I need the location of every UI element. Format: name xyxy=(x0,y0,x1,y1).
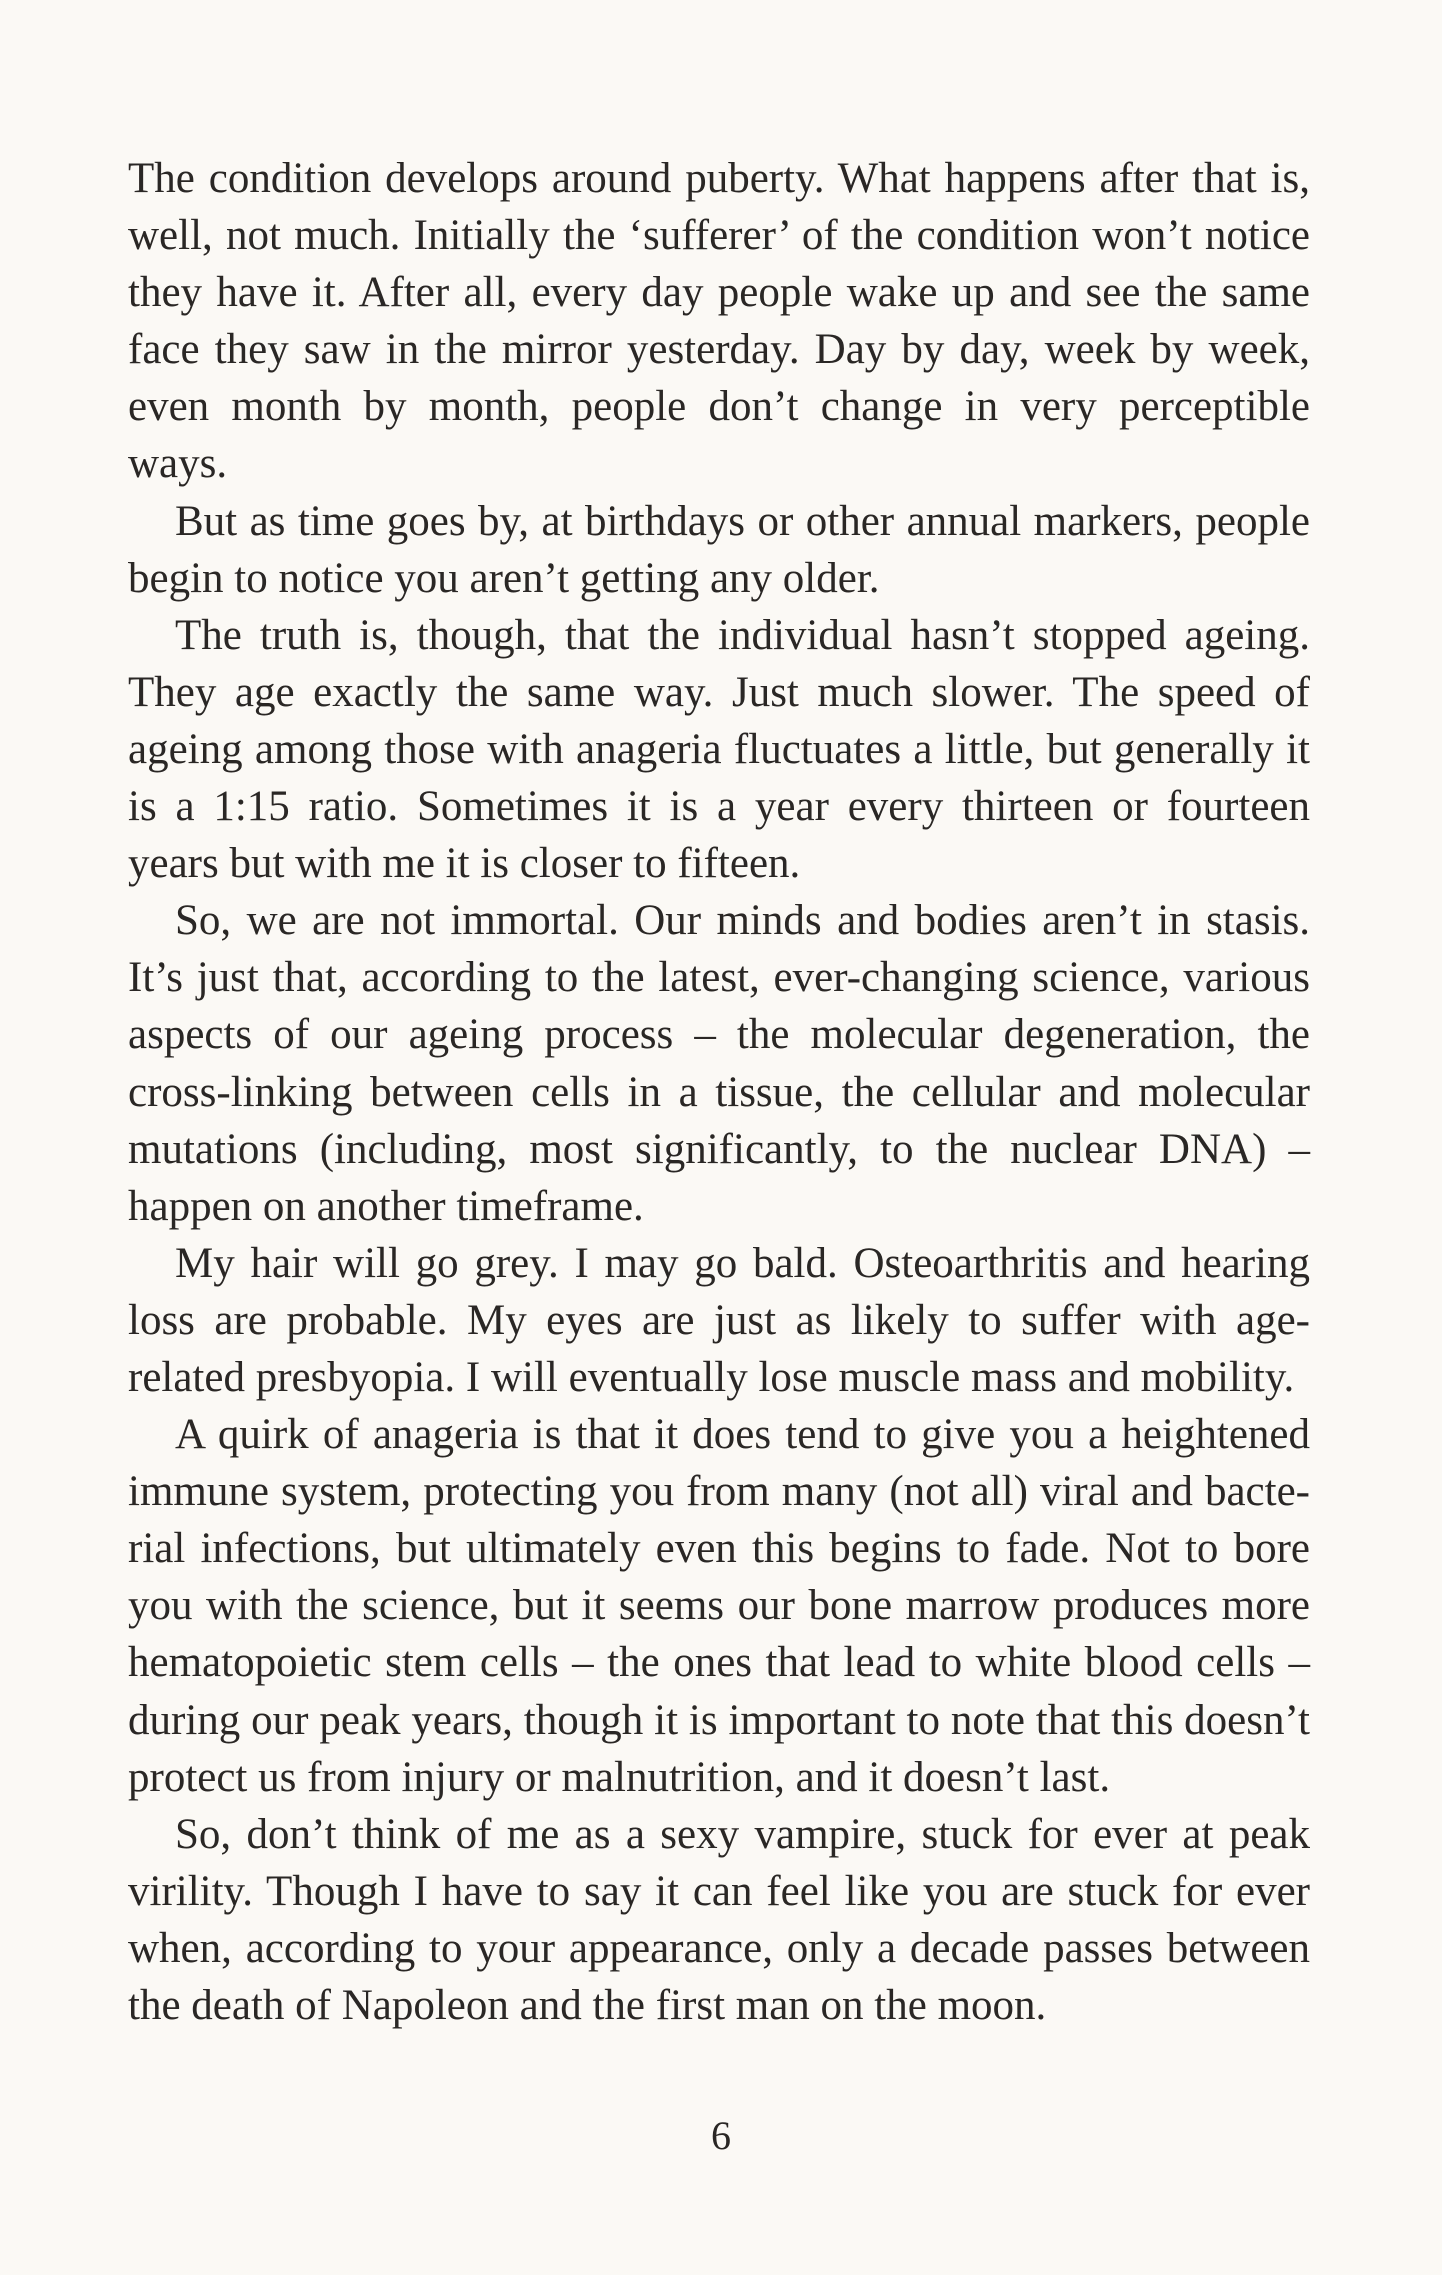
paragraph: The truth is, though, that the individual hasn’t stopped ageing. They age exactly the same way. Just much slower. The speed of ageing among those with anageria fluctuates a little, but generally it is a 1:15 ratio. Sometimes it is a year every thirteen or fourteen years but with me it is closer to fifteen. xyxy=(128,611,1310,888)
paragraph: The condition develops around puberty. What happens after that is, well, not much. Initially the ‘sufferer’ of the condition won’t notice they have it. After all, every day people wake up and see the same face they saw in the mirror yesterday. Day by day, week by week, even month by month, people don’t change in very perceptible ways. xyxy=(128,155,1310,488)
paragraph: So, we are not immortal. Our minds and bodies aren’t in stasis. It’s just that, according to the latest, ever-changing science, various aspects of our ageing process – the molecular degeneration, the cross-linking between cells in a tissue, the cellular and molecular mutations (including, most significantly, to the nuclear DNA) – happen on another timeframe. xyxy=(128,897,1310,1230)
body-text xyxy=(128,150,1310,2034)
page-number: 6 xyxy=(711,2113,731,2158)
paragraph: A quirk of anageria is that it does tend to give you a heightened immune system, protecting you from many (not all) viral and bacterial infections, but ultimately even this begins to fade. Not to bore you with the science, but it seems our bone marrow produces more hematopoietic stem cells – the ones that lead to white blood cells – during our peak years, though it is important to note that this doesn’t protect us from injury or malnutrition, and it doesn’t last. xyxy=(128,1411,1310,1801)
paragraph: My hair will go grey. I may go bald. Osteoarthritis and hearing loss are probable. My eyes are just as likely to suffer with age-related presbyopia. I will eventually lose muscle mass and mobility. xyxy=(128,1239,1310,1401)
paragraph: So, don’t think of me as a sexy vampire, stuck for ever at peak virility. Though I have to say it can feel like you are stuck for ever when, according to your appearance, only a decade passes between the death of Napoleon and the first man on the moon. xyxy=(128,1810,1310,2029)
paragraph: But as time goes by, at birthdays or other annual markers, people begin to notice you aren’t getting any older. xyxy=(128,497,1310,602)
